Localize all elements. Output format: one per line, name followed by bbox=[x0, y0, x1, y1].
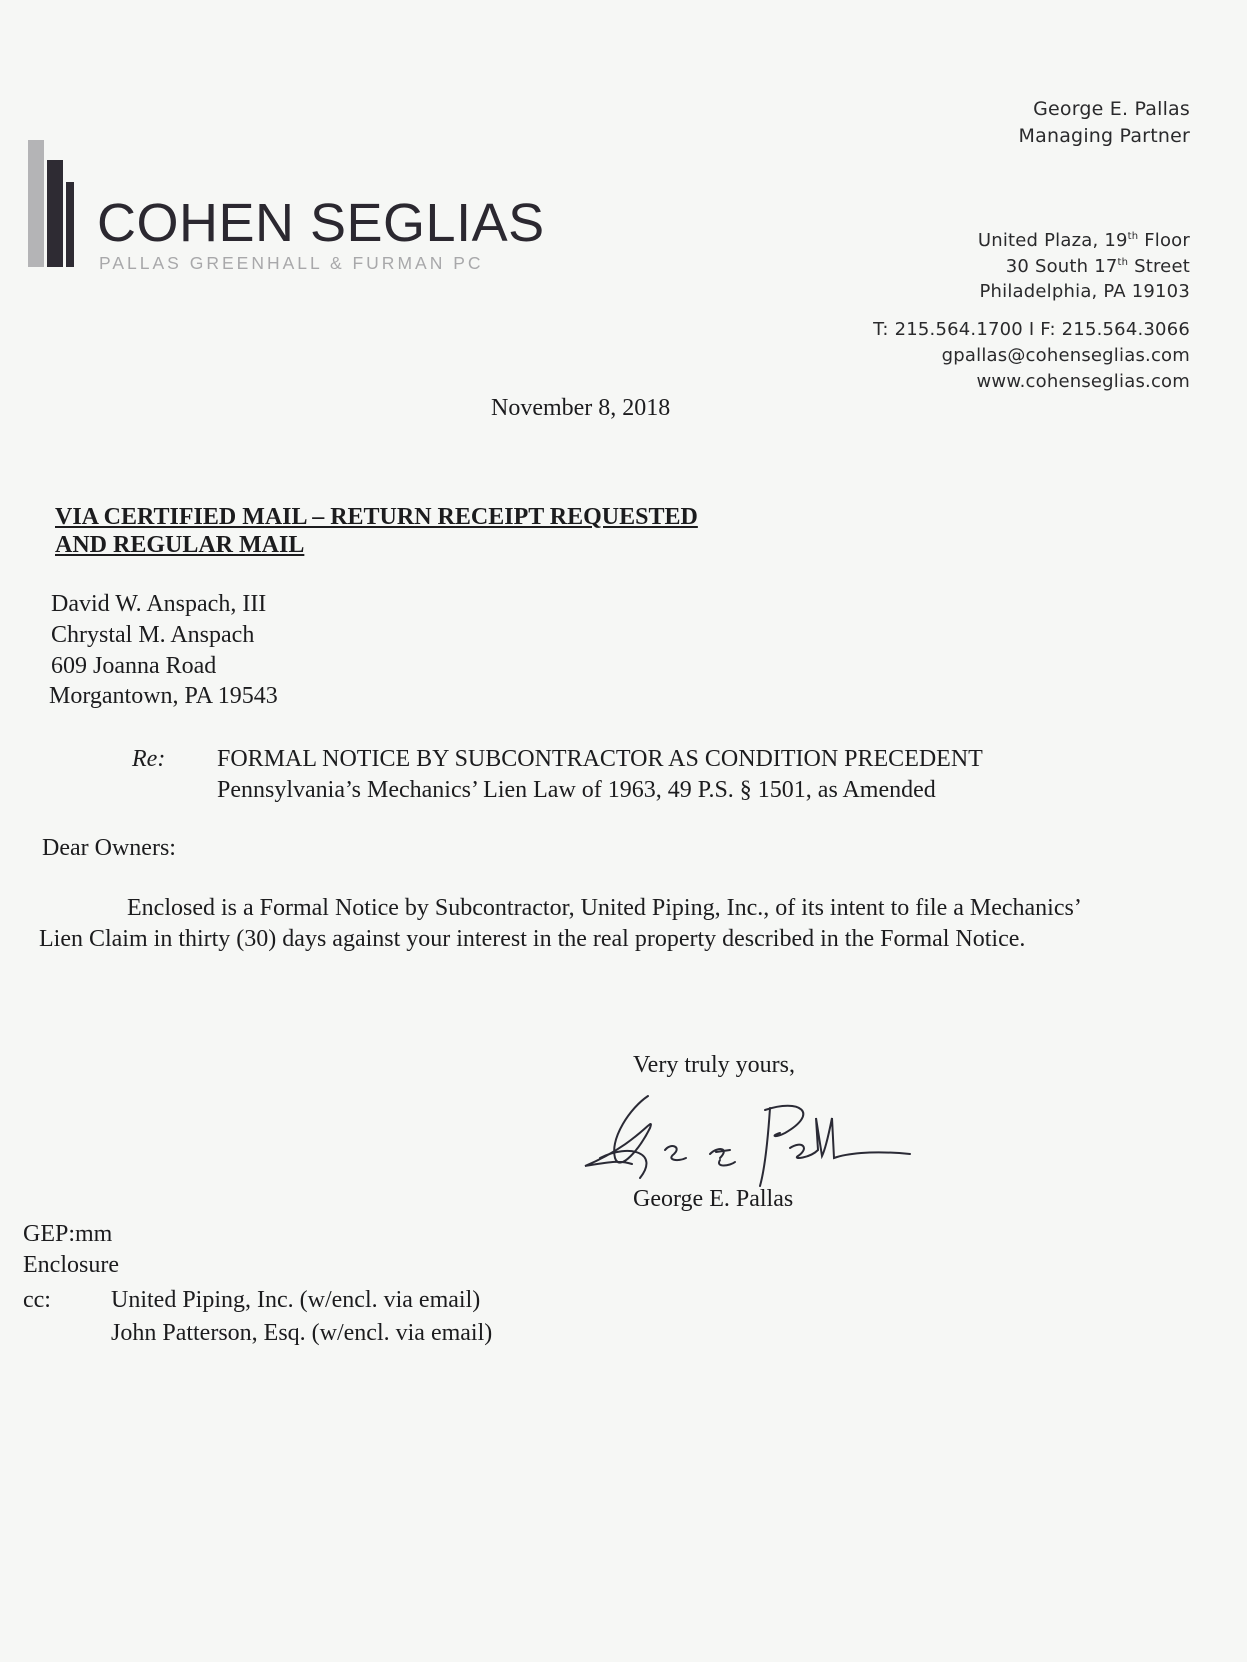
re-label: Re: bbox=[132, 746, 166, 772]
closing: Very truly yours, bbox=[633, 1052, 795, 1078]
address-line-1: United Plaza, 19th Floor bbox=[977, 230, 1190, 251]
typist-initials: GEP:mm bbox=[23, 1221, 113, 1247]
recipient-line: Morgantown, PA 19543 bbox=[49, 683, 278, 709]
website: www.cohenseglias.com bbox=[976, 371, 1190, 392]
cc-label: cc: bbox=[23, 1287, 51, 1313]
logo-bar-dark bbox=[47, 160, 63, 267]
body-paragraph: Enclosed is a Formal Notice by Subcontractor, United Piping, Inc., of its intent to file a Mechanics’ Lien Claim in thirty (30) days against your interest in the real property described in the Formal Notice. bbox=[39, 895, 1081, 952]
delivery-method-line-2: AND REGULAR MAIL bbox=[55, 532, 305, 558]
delivery-method-line-1: VIA CERTIFIED MAIL – RETURN RECEIPT REQUESTED bbox=[55, 504, 698, 530]
logo-firm-subtitle: PALLAS GREENHALL & FURMAN PC bbox=[99, 253, 484, 273]
recipient-line: David W. Anspach, III bbox=[51, 591, 267, 617]
salutation: Dear Owners: bbox=[42, 835, 176, 861]
address-line-2: 30 South 17th Street bbox=[1005, 256, 1190, 277]
signature-image bbox=[570, 1088, 970, 1188]
phone-fax: T: 215.564.1700 I F: 215.564.3066 bbox=[873, 319, 1190, 340]
logo-bar-dark-small bbox=[66, 182, 74, 267]
cc-recipient: United Piping, Inc. (w/encl. via email) bbox=[111, 1287, 481, 1313]
enclosure-note: Enclosure bbox=[23, 1252, 119, 1278]
cc-recipient: John Patterson, Esq. (w/encl. via email) bbox=[111, 1320, 493, 1346]
recipient-line: 609 Joanna Road bbox=[51, 653, 217, 679]
re-subject-line-2: Pennsylvania’s Mechanics’ Lien Law of 1963, 49 P.S. § 1501, as Amended bbox=[217, 777, 936, 803]
address-line-3: Philadelphia, PA 19103 bbox=[979, 281, 1190, 302]
sender-name: George E. Pallas bbox=[1033, 98, 1190, 120]
logo-firm-name: COHEN SEGLIAS bbox=[97, 193, 545, 253]
re-subject-line-1: FORMAL NOTICE BY SUBCONTRACTOR AS CONDITION PRECEDENT bbox=[217, 746, 983, 772]
sender-title: Managing Partner bbox=[1018, 125, 1190, 147]
logo-bar-light bbox=[28, 140, 44, 267]
signer-name: George E. Pallas bbox=[633, 1186, 794, 1212]
email: gpallas@cohenseglias.com bbox=[941, 345, 1190, 366]
recipient-line: Chrystal M. Anspach bbox=[51, 622, 255, 648]
letter-date: November 8, 2018 bbox=[491, 395, 671, 421]
